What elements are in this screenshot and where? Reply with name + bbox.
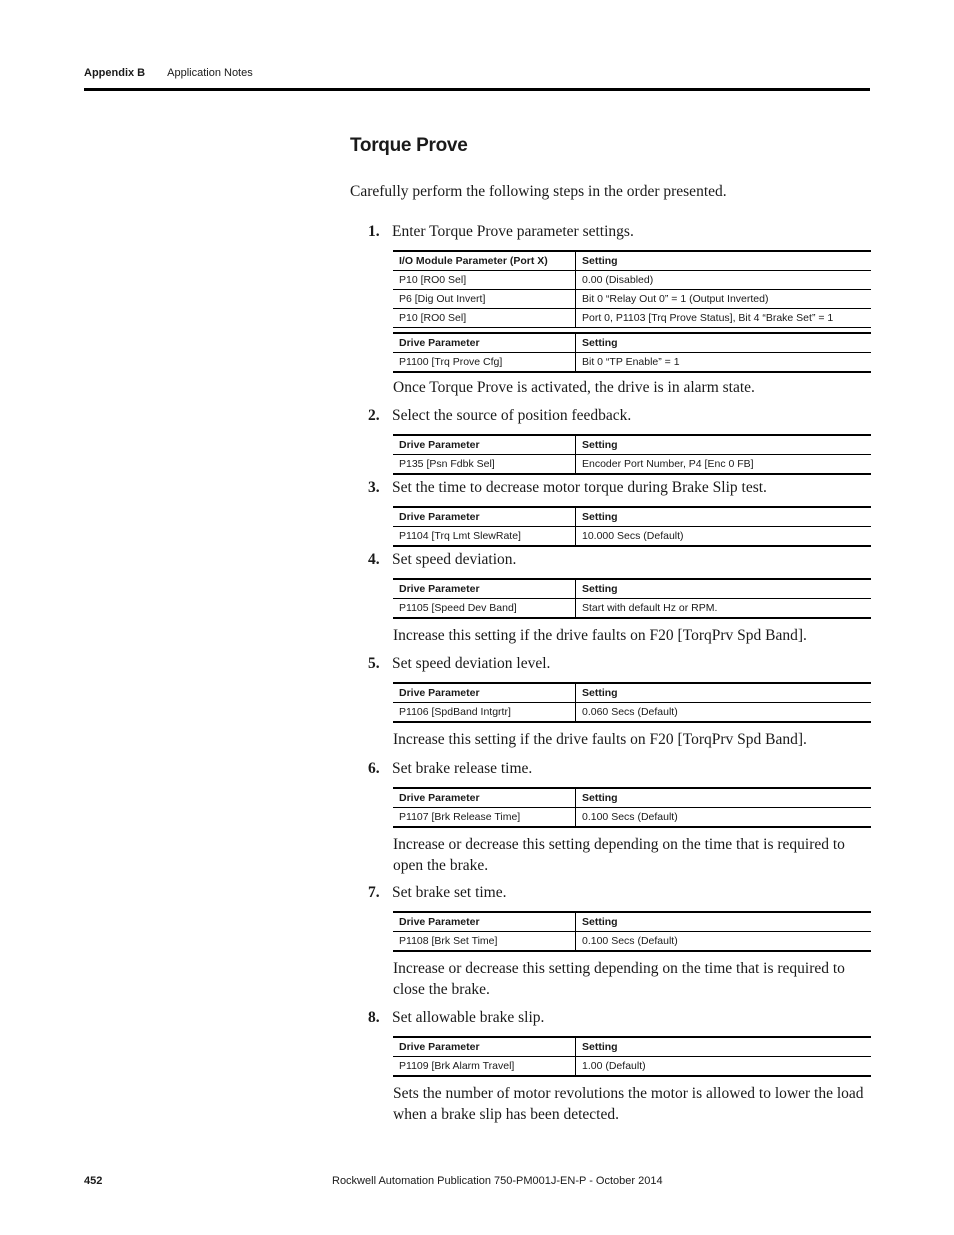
- table-row: [393, 526, 871, 545]
- table-cell: Start with default Hz or RPM.: [582, 602, 718, 614]
- step-number: 3.: [368, 479, 380, 496]
- header-title: Application Notes: [167, 67, 253, 79]
- header-cell: Drive Parameter: [393, 789, 576, 807]
- step-number: 1.: [368, 223, 380, 240]
- running-header: [84, 67, 253, 79]
- step-text: Set speed deviation.: [392, 551, 517, 568]
- step-text: Set brake set time.: [392, 884, 507, 901]
- header-cell: Setting: [582, 916, 618, 928]
- note-brake-set: Increase or decrease this setting depending on the time that is required to close the brake.: [393, 960, 845, 998]
- table-header-row: [393, 684, 871, 702]
- step-5: [368, 655, 550, 673]
- header-cell: Drive Parameter: [393, 334, 576, 352]
- table-cell: P1109 [Brk Alarm Travel]: [393, 1057, 576, 1075]
- table-cell: P10 [RO0 Sel]: [393, 271, 576, 289]
- page-number: 452: [84, 1175, 103, 1187]
- table-cell: 1.00 (Default): [582, 1060, 646, 1072]
- table-row: [393, 702, 871, 721]
- table-cell: 10.000 Secs (Default): [582, 530, 684, 542]
- table-header-row: [393, 1038, 871, 1056]
- table-spdband-intgrtr: [393, 682, 871, 723]
- table-cell: Encoder Port Number, P4 [Enc 0 FB]: [582, 458, 754, 470]
- table-cell: P1104 [Trq Lmt SlewRate]: [393, 527, 576, 545]
- table-cell: P6 [Dig Out Invert]: [393, 290, 576, 308]
- page-title: Torque Prove: [350, 135, 468, 156]
- step-text: Set brake release time.: [392, 760, 533, 777]
- table-row: [393, 931, 871, 950]
- table-torque-slew: [393, 506, 871, 547]
- step-6: [368, 760, 532, 778]
- header-cell: Setting: [582, 1041, 618, 1053]
- step-number: 8.: [368, 1009, 380, 1026]
- intro-text: Carefully perform the following steps in the order presented.: [350, 183, 727, 200]
- table-header-row: [393, 436, 871, 454]
- note-speed-band: Increase this setting if the drive faults on F20 [TorqPrv Spd Band].: [393, 627, 807, 644]
- header-cell: Setting: [582, 583, 618, 595]
- table-row: [393, 270, 871, 289]
- note-speed-level: Increase this setting if the drive faults on F20 [TorqPrv Spd Band].: [393, 731, 807, 748]
- step-1: [368, 223, 634, 241]
- table-row: [393, 352, 871, 371]
- table-row: [393, 598, 871, 617]
- step-number: 5.: [368, 655, 380, 672]
- note-brake-release: Increase or decrease this setting depending on the time that is required to open the brake.: [393, 836, 845, 874]
- table-row: [393, 289, 871, 308]
- header-cell: Setting: [582, 687, 618, 699]
- table-row: [393, 454, 871, 473]
- table-brake-release: [393, 787, 871, 828]
- table-cell: P1105 [Speed Dev Band]: [393, 599, 576, 617]
- step-text: Set speed deviation level.: [392, 655, 551, 672]
- step-7: [368, 884, 507, 902]
- table-brake-set: [393, 911, 871, 952]
- header-cell: Drive Parameter: [393, 580, 576, 598]
- table-speed-dev-band: [393, 578, 871, 619]
- step-2: [368, 407, 631, 425]
- table-cell: P10 [RO0 Sel]: [393, 309, 576, 327]
- step-text: Enter Torque Prove parameter settings.: [392, 223, 634, 240]
- table-cell: Port 0, P1103 [Trq Prove Status], Bit 4 “Brake Set” = 1: [582, 312, 834, 324]
- table-cell: 0.100 Secs (Default): [582, 935, 678, 947]
- publication-footer: Rockwell Automation Publication 750-PM001J-EN-P - October 2014: [332, 1175, 663, 1187]
- table-cell: Bit 0 “Relay Out 0” = 1 (Output Inverted): [582, 293, 769, 305]
- step-number: 2.: [368, 407, 380, 424]
- header-cell: Drive Parameter: [393, 684, 576, 702]
- step-number: 6.: [368, 760, 380, 777]
- table-cell: 0.060 Secs (Default): [582, 706, 678, 718]
- step-text: Select the source of position feedback.: [392, 407, 632, 424]
- step-number: 4.: [368, 551, 380, 568]
- header-rule: [84, 88, 870, 91]
- table-header-row: [393, 913, 871, 931]
- table-cell: P1100 [Trq Prove Cfg]: [393, 353, 576, 371]
- header-cell: Setting: [582, 511, 618, 523]
- table-row: [393, 807, 871, 826]
- header-cell: Setting: [582, 337, 618, 349]
- header-cell: Drive Parameter: [393, 508, 576, 526]
- table-cell: P1106 [SpdBand Intgrtr]: [393, 703, 576, 721]
- header-cell: Setting: [582, 255, 618, 267]
- table-row: [393, 1056, 871, 1075]
- header-cell: Drive Parameter: [393, 913, 576, 931]
- table-brake-alarm-travel: [393, 1036, 871, 1077]
- step-8: [368, 1009, 544, 1027]
- note-brake-slip: Sets the number of motor revolutions the motor is allowed to lower the load when a brake slip has been detected.: [393, 1085, 864, 1123]
- table-header-row: [393, 252, 871, 270]
- table-torque-prove-settings: [393, 250, 871, 373]
- table-position-feedback: [393, 434, 871, 475]
- table-cell: P1107 [Brk Release Time]: [393, 808, 576, 826]
- table-cell: Bit 0 “TP Enable” = 1: [582, 356, 680, 368]
- table-cell: 0.00 (Disabled): [582, 274, 654, 286]
- header-cell: Setting: [582, 792, 618, 804]
- note-alarm-state: Once Torque Prove is activated, the drive is in alarm state.: [393, 379, 755, 396]
- header-cell: Drive Parameter: [393, 1038, 576, 1056]
- table-row: [393, 308, 871, 327]
- step-4: [368, 551, 516, 569]
- table-header-row: [393, 332, 871, 352]
- step-3: [368, 479, 767, 497]
- header-cell: Drive Parameter: [393, 436, 576, 454]
- header-section: Appendix B: [84, 67, 146, 79]
- header-cell: I/O Module Parameter (Port X): [393, 252, 576, 270]
- header-cell: Setting: [582, 439, 618, 451]
- step-text: Set the time to decrease motor torque during Brake Slip test.: [392, 479, 767, 496]
- table-header-row: [393, 789, 871, 807]
- table-cell: P1108 [Brk Set Time]: [393, 932, 576, 950]
- table-cell: P135 [Psn Fdbk Sel]: [393, 455, 576, 473]
- step-text: Set allowable brake slip.: [392, 1009, 545, 1026]
- table-header-row: [393, 508, 871, 526]
- step-number: 7.: [368, 884, 380, 901]
- table-cell: 0.100 Secs (Default): [582, 811, 678, 823]
- table-header-row: [393, 580, 871, 598]
